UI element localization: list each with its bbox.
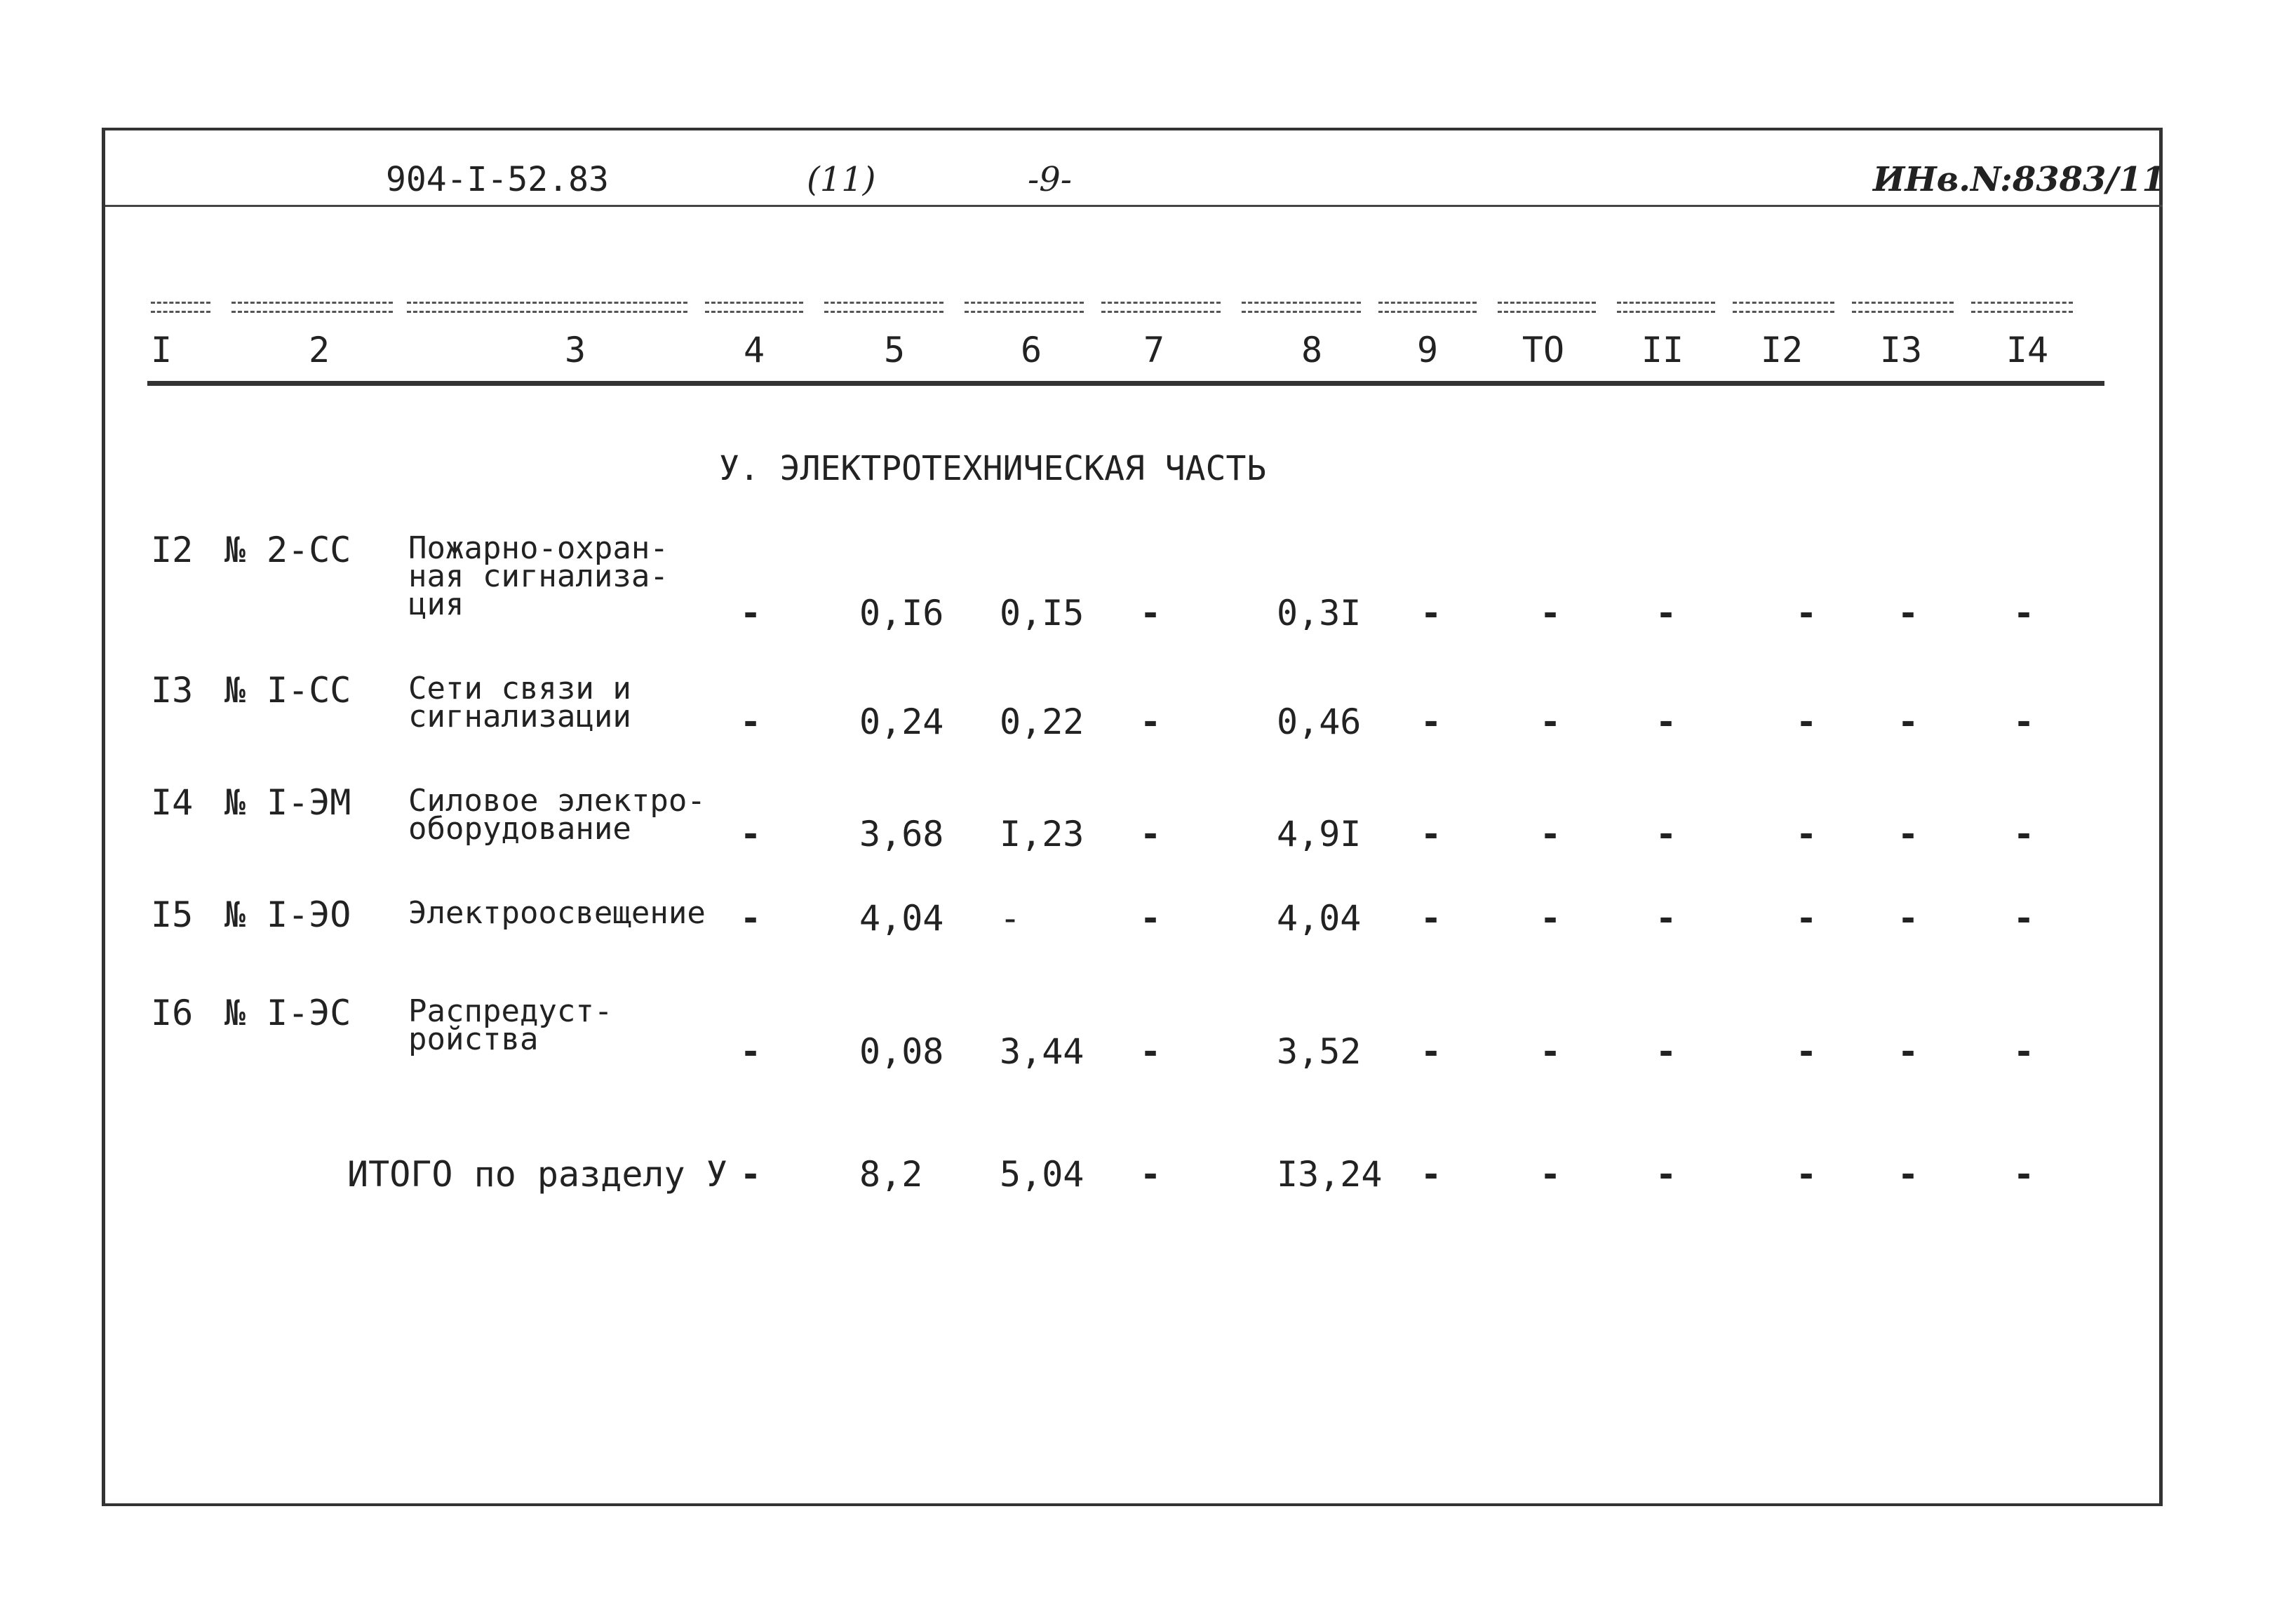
cell-empty: - <box>1796 898 1818 939</box>
cell-col4: - <box>740 593 762 633</box>
cell-empty: - <box>1796 593 1818 633</box>
total-empty: - <box>1656 1154 1677 1195</box>
cell-empty: - <box>1656 1031 1677 1072</box>
row-number: I6 <box>151 993 194 1033</box>
section-title: У. ЭЛЕКТРОТЕХНИЧЕСКАЯ ЧАСТЬ <box>719 449 1267 488</box>
drawing-code: 2-СС <box>267 530 351 570</box>
header-divider <box>105 205 2163 207</box>
cell-empty: - <box>1540 1031 1562 1072</box>
row-description: оборудование <box>408 811 631 847</box>
cell-col8: 4,9I <box>1277 814 1362 854</box>
column-number: I <box>150 330 173 370</box>
cell-empty: - <box>1796 814 1818 854</box>
row-number: I3 <box>151 670 194 711</box>
total-col5: 8,2 <box>859 1154 923 1195</box>
row-description: Сети связи и <box>408 671 631 706</box>
drawing-code: I-СС <box>267 670 351 711</box>
cell-col5: 0,08 <box>859 1031 944 1072</box>
cell-col4: - <box>740 898 762 939</box>
number-sign: № <box>224 782 246 823</box>
cell-empty: - <box>1540 702 1562 742</box>
cell-empty: - <box>1796 1031 1818 1072</box>
total-empty: - <box>1540 1154 1562 1195</box>
cell-empty: - <box>1656 702 1677 742</box>
inventory-number: ИНв.N:8383/11 <box>1873 160 2165 199</box>
cell-empty: - <box>1656 898 1677 939</box>
cell-col6: 0,22 <box>1000 702 1084 742</box>
cell-empty: - <box>1898 814 1919 854</box>
cell-empty: - <box>1421 814 1442 854</box>
row-description: сигнализации <box>408 699 631 734</box>
cell-col7: - <box>1140 898 1162 939</box>
column-number: I3 <box>1879 330 1923 370</box>
cell-col7: - <box>1140 1031 1162 1072</box>
cell-col6: 0,I5 <box>1000 593 1084 633</box>
column-number: 4 <box>743 330 765 370</box>
total-empty: - <box>1796 1154 1818 1195</box>
cell-empty: - <box>1898 898 1919 939</box>
row-description: Силовое электро- <box>408 783 706 819</box>
column-number: I4 <box>2006 330 2049 370</box>
drawing-code: I-ЭО <box>267 894 351 935</box>
number-sign: № <box>224 894 246 935</box>
number-sign: № <box>224 993 246 1033</box>
cell-col5: 4,04 <box>859 898 944 939</box>
cell-empty: - <box>1421 702 1442 742</box>
total-label: ИТОГО по разделу У <box>347 1154 727 1195</box>
column-number: 2 <box>308 330 330 370</box>
cell-col7: - <box>1140 814 1162 854</box>
cell-col4: - <box>740 1031 762 1072</box>
column-number: 8 <box>1301 330 1323 370</box>
cell-col8: 3,52 <box>1277 1031 1362 1072</box>
separator <box>151 302 210 313</box>
row-description: Распредуст- <box>408 993 613 1029</box>
row-description: ция <box>408 586 464 622</box>
number-sign: № <box>224 530 246 570</box>
separator <box>824 302 943 313</box>
cell-empty: - <box>2013 702 2035 742</box>
column-number: II <box>1641 330 1684 370</box>
cell-empty: - <box>1421 1031 1442 1072</box>
drawing-code: I-ЭМ <box>267 782 351 823</box>
total-col7: - <box>1140 1154 1162 1195</box>
separator <box>231 302 393 313</box>
total-empty: - <box>1898 1154 1919 1195</box>
separator <box>705 302 803 313</box>
cell-empty: - <box>1540 898 1562 939</box>
cell-empty: - <box>1540 814 1562 854</box>
page-number: -9- <box>1028 160 1072 199</box>
header-rule <box>147 381 2104 386</box>
cell-empty: - <box>2013 1031 2035 1072</box>
row-description: ройства <box>408 1021 539 1057</box>
total-col4: - <box>740 1154 762 1195</box>
separator <box>1101 302 1221 313</box>
cell-col4: - <box>740 814 762 854</box>
column-number: 7 <box>1143 330 1165 370</box>
column-number: 5 <box>883 330 906 370</box>
separator <box>407 302 687 313</box>
cell-empty: - <box>1421 593 1442 633</box>
cell-col6: 3,44 <box>1000 1031 1084 1072</box>
separator <box>1971 302 2073 313</box>
cell-col7: - <box>1140 702 1162 742</box>
cell-col5: 3,68 <box>859 814 944 854</box>
total-col6: 5,04 <box>1000 1154 1084 1195</box>
drawing-code: I-ЭС <box>267 993 351 1033</box>
sheet-ref: (11) <box>807 160 876 199</box>
total-empty: - <box>2013 1154 2035 1195</box>
cell-empty: - <box>1898 593 1919 633</box>
cell-col8: 0,3I <box>1277 593 1362 633</box>
column-number: I2 <box>1760 330 1804 370</box>
column-number: 6 <box>1020 330 1042 370</box>
column-number: 9 <box>1416 330 1439 370</box>
total-col8: I3,24 <box>1277 1154 1383 1195</box>
cell-col8: 0,46 <box>1277 702 1362 742</box>
cell-empty: - <box>1898 1031 1919 1072</box>
column-number: 3 <box>564 330 586 370</box>
row-number: I2 <box>151 530 194 570</box>
cell-empty: - <box>1656 814 1677 854</box>
cell-col8: 4,04 <box>1277 898 1362 939</box>
doc-code: 904-I-52.83 <box>386 160 609 199</box>
row-description: Электроосвещение <box>408 895 706 931</box>
column-number: ТО <box>1522 330 1565 370</box>
cell-empty: - <box>2013 593 2035 633</box>
separator <box>1242 302 1361 313</box>
cell-empty: - <box>1796 702 1818 742</box>
cell-col5: 0,24 <box>859 702 944 742</box>
separator <box>1378 302 1477 313</box>
cell-empty: - <box>1540 593 1562 633</box>
row-description: Пожарно-охран- <box>408 530 669 566</box>
cell-col6: - <box>1000 898 1021 939</box>
separator <box>1733 302 1834 313</box>
number-sign: № <box>224 670 246 711</box>
row-number: I5 <box>151 894 194 935</box>
cell-empty: - <box>2013 898 2035 939</box>
row-description: ная сигнализа- <box>408 558 669 594</box>
separator <box>965 302 1084 313</box>
cell-col6: I,23 <box>1000 814 1084 854</box>
cell-col7: - <box>1140 593 1162 633</box>
row-number: I4 <box>151 782 194 823</box>
cell-empty: - <box>1898 702 1919 742</box>
cell-empty: - <box>1421 898 1442 939</box>
separator <box>1617 302 1715 313</box>
total-empty: - <box>1421 1154 1442 1195</box>
cell-empty: - <box>2013 814 2035 854</box>
separator <box>1498 302 1596 313</box>
cell-empty: - <box>1656 593 1677 633</box>
cell-col5: 0,I6 <box>859 593 944 633</box>
cell-col4: - <box>740 702 762 742</box>
separator <box>1852 302 1954 313</box>
